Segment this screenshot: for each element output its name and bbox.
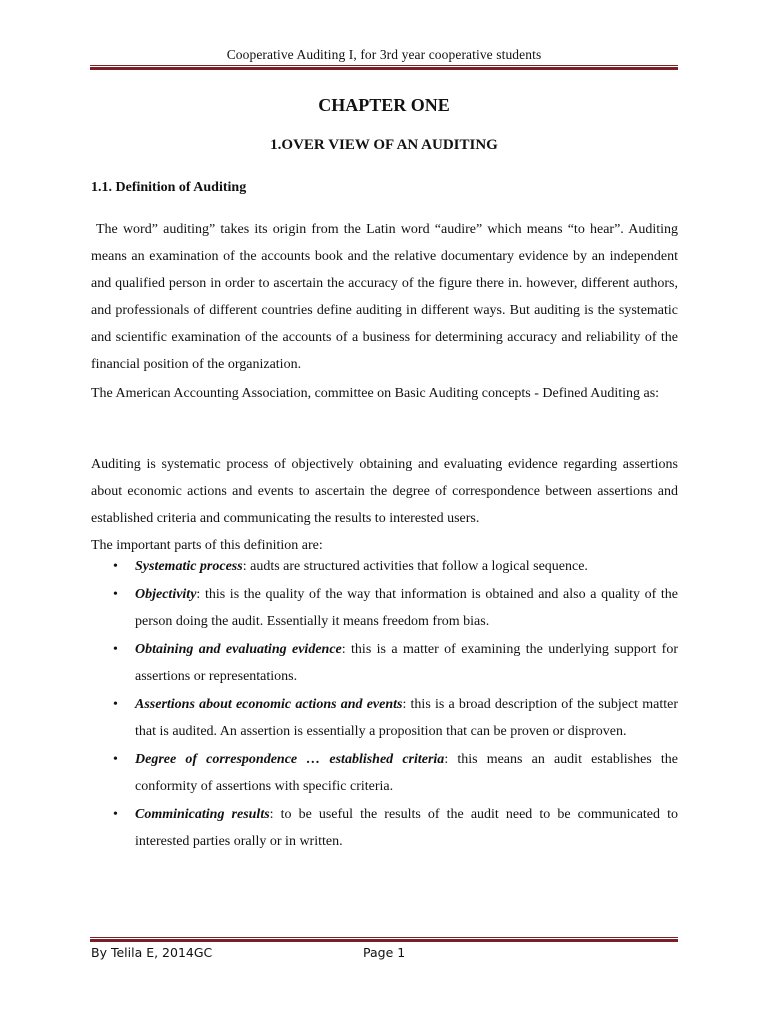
list-item-text: : to be useful the results of the audit need to be communicated to interested parties orally or in written. <box>135 807 678 849</box>
list-item-text: : this is a broad description of the subject matter that is audited. An assertion is essentially a proposition that can be proven or disproven. <box>135 697 678 739</box>
bullet-icon: • <box>113 587 118 602</box>
list-item-text: : this is the quality of the way that information is obtained and also a quality of the person doing the audit. Essentially it means freedom from bias. <box>135 587 678 629</box>
bullet-icon: • <box>113 559 118 574</box>
bullet-icon: • <box>113 807 118 822</box>
bullet-icon: • <box>113 642 118 657</box>
paragraph-aaa: The American Accounting Association, committee on Basic Auditing concepts - Defined Auditing as: <box>91 386 660 401</box>
list-item <box>91 636 678 690</box>
list-item-term: Comminicating results <box>135 807 270 822</box>
page-header: Cooperative Auditing I, for 3rd year cooperative students <box>226 47 542 62</box>
list-item <box>91 801 678 855</box>
header-rule <box>90 65 678 70</box>
footer-author: By Telila E, 2014GC <box>91 945 213 960</box>
list-item <box>91 581 678 635</box>
list-intro: The important parts of this definition are: <box>91 538 323 553</box>
footer-rule <box>90 937 678 942</box>
list-item-term: Assertions about economic actions and events <box>135 697 403 712</box>
bullet-icon: • <box>113 752 118 767</box>
list-item-text: : audts are structured activities that follow a logical sequence. <box>242 559 588 574</box>
paragraph-definition: The word” auditing” takes its origin from the Latin word “audire” which means “to hear”. Auditing means an examination of the accounts book and the relative documentary evidence by an independent and qualified person in order to ascertain the accuracy of the figure there in. however, different authors, and professionals of different countries define auditing in different ways. But auditing is the systematic and scientific examination of the accounts of a business for determining accuracy and reliability of the financial position of the organization. <box>91 222 678 372</box>
list-item-term: Objectivity <box>135 587 197 602</box>
chapter-heading: CHAPTER ONE <box>318 95 450 115</box>
list-item-text: : this is a matter of examining the underlying support for assertions or representations. <box>135 642 678 684</box>
page-number: Page 1 <box>363 945 406 960</box>
list-item <box>91 691 678 745</box>
paragraph-aaa-definition: Auditing is systematic process of objectively obtaining and evaluating evidence regarding assertions about economic actions and events to ascertain the degree of correspondence between assertions and established criteria and communicating the results to interested users. <box>91 457 678 526</box>
list-item-term: Obtaining and evaluating evidence <box>135 642 342 657</box>
chapter-title: 1.OVER VIEW OF AN AUDITING <box>270 137 498 153</box>
list-item <box>91 746 678 800</box>
section-heading: 1.1. Definition of Auditing <box>91 180 247 195</box>
list-item <box>91 553 678 580</box>
list-item-term: Systematic process <box>135 559 243 574</box>
definition-parts-list <box>91 553 678 856</box>
list-item-text: : this means an audit establishes the conformity of assertions with specific criteria. <box>135 752 678 794</box>
list-item-term: Degree of correspondence … established criteria <box>135 752 445 767</box>
bullet-icon: • <box>113 697 118 712</box>
